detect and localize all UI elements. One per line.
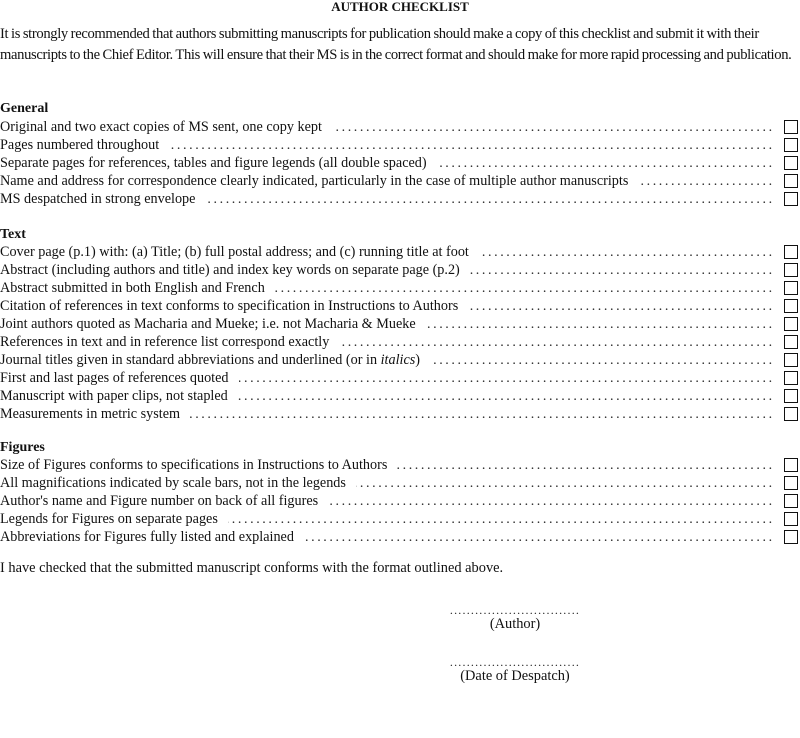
checklist-item [0, 119, 800, 136]
checklist-item [0, 352, 800, 369]
checkbox[interactable] [784, 353, 798, 367]
section-heading-general: General [0, 101, 49, 116]
item-label: Abstract (including authors and title) and index key words on separate page (p.2) [0, 262, 470, 279]
checklist-item [0, 316, 800, 333]
checklist-item [0, 262, 800, 279]
page-title: AUTHOR CHECKLIST [331, 0, 469, 14]
item-label: All magnifications indicated by scale bars, not in the legends [0, 475, 356, 492]
checklist-item [0, 173, 800, 190]
checkbox[interactable] [784, 156, 798, 170]
item-label: First and last pages of references quoted [0, 370, 239, 387]
checkbox[interactable] [784, 371, 798, 385]
checkbox[interactable] [784, 530, 798, 544]
checkbox[interactable] [784, 299, 798, 313]
item-label: References in text and in reference list correspond exactly [0, 334, 339, 351]
checklist-item [0, 137, 800, 154]
checkbox[interactable] [784, 263, 798, 277]
checkbox[interactable] [784, 192, 798, 206]
section-heading-text: Text [0, 227, 26, 242]
checklist-item [0, 280, 800, 297]
checklist-item [0, 191, 800, 208]
item-label: Abstract submitted in both English and French [0, 280, 275, 297]
checklist-item [0, 334, 800, 351]
checkbox[interactable] [784, 174, 798, 188]
checklist-item [0, 298, 800, 315]
item-label: Manuscript with paper clips, not stapled [0, 388, 238, 405]
checklist-item [0, 511, 800, 528]
author-signature-block [443, 604, 587, 633]
section-heading-figures: Figures [0, 440, 45, 455]
item-label: Measurements in metric system [0, 406, 190, 423]
checklist-item [0, 475, 800, 492]
item-label: Joint authors quoted as Macharia and Mueke; i.e. not Macharia & Mueke [0, 316, 426, 333]
checklist-item [0, 388, 800, 405]
checkbox[interactable] [784, 476, 798, 490]
checkbox[interactable] [784, 120, 798, 134]
checklist-item [0, 406, 800, 423]
checklist-item [0, 244, 800, 261]
item-label: MS despatched in strong envelope [0, 191, 205, 208]
checkbox[interactable] [784, 281, 798, 295]
checkbox[interactable] [784, 335, 798, 349]
checkbox[interactable] [784, 245, 798, 259]
date-signature-block [443, 656, 587, 685]
item-label: Citation of references in text conforms to specification in Instructions to Authors [0, 298, 468, 315]
item-label: Legends for Figures on separate pages [0, 511, 228, 528]
item-label: Original and two exact copies of MS sent, one copy kept [0, 119, 332, 136]
date-label: (Date of Despatch) [460, 668, 570, 684]
checkbox[interactable] [784, 138, 798, 152]
item-label: Cover page (p.1) with: (a) Title; (b) full postal address; and (c) running title at foot [0, 244, 479, 261]
item-label: Journal titles given in standard abbreviations and underlined (or in italics) [0, 352, 430, 369]
checkbox[interactable] [784, 458, 798, 472]
checkbox[interactable] [784, 494, 798, 508]
checkbox[interactable] [784, 317, 798, 331]
checkbox[interactable] [784, 407, 798, 421]
intro-paragraph: It is strongly recommended that authors submitting manuscripts for publication should make a copy of this checklist and submit it with their manuscripts to the Chief Editor. This will ensure that their MS is in the correct format and should make for more rapid processing and publication. [0, 26, 792, 63]
author-signature-line[interactable] [443, 604, 587, 616]
date-signature-line[interactable] [443, 656, 587, 668]
item-label: Separate pages for references, tables and figure legends (all double spaced) [0, 155, 437, 172]
item-label: Size of Figures conforms to specifications in Instructions to Authors [0, 457, 397, 474]
confirmation-statement: I have checked that the submitted manuscript conforms with the format outlined above. [0, 560, 504, 576]
checklist-item [0, 155, 800, 172]
author-label: (Author) [489, 616, 541, 632]
checklist-item [0, 493, 800, 510]
item-label: Author's name and Figure number on back of all figures [0, 493, 328, 510]
checklist-item [0, 457, 800, 474]
checkbox[interactable] [784, 389, 798, 403]
checklist-item [0, 370, 800, 387]
checkbox[interactable] [784, 512, 798, 526]
checklist-item [0, 529, 800, 546]
item-label: Name and address for correspondence clearly indicated, particularly in the case of multiple author manuscripts [0, 173, 638, 190]
item-label: Abbreviations for Figures fully listed and explained [0, 529, 304, 546]
item-label: Pages numbered throughout [0, 137, 169, 154]
